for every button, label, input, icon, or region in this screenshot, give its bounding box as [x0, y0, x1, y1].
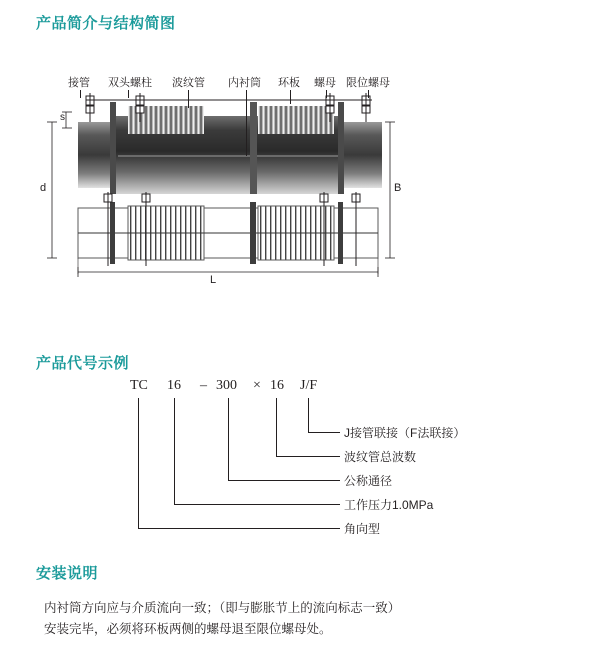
dimension-label-d: d — [40, 182, 47, 194]
code-desc-joint: J接管联接（F法联接） — [344, 426, 466, 440]
dimension-label-L: L — [210, 274, 217, 286]
install-note-line-2: 安装完毕，必须将环板两侧的螺母退至限位螺母处。 — [44, 622, 332, 636]
leader-line-nozzle — [80, 90, 81, 98]
code-token-joint: J/F — [300, 378, 318, 393]
code-token-times: × — [253, 378, 261, 393]
callout-label-nut: 螺母 — [314, 77, 336, 89]
callout-label-liner: 内衬筒 — [228, 77, 261, 89]
code-desc-pressure: 工作压力1.0MPa — [344, 498, 434, 512]
callout-label-nozzle: 接管 — [68, 77, 90, 89]
section-title-intro: 产品简介与结构简图 — [36, 15, 176, 32]
code-rule-type — [138, 528, 340, 529]
code-token-dash: – — [200, 378, 207, 393]
code-stem-type — [138, 398, 139, 528]
installation-notes — [44, 598, 564, 640]
code-rule-waves — [276, 456, 340, 457]
structure-diagram — [0, 60, 600, 290]
code-token-pressure: 16 — [167, 378, 181, 393]
leader-line-double-stud — [128, 90, 129, 98]
product-code-diagram — [0, 378, 600, 548]
code-rule-diameter — [228, 480, 340, 481]
callout-label-limit-nut: 限位螺母 — [346, 77, 390, 89]
dimension-label-s: s — [60, 112, 65, 123]
code-token-waves: 16 — [270, 378, 284, 393]
callout-label-double-stud: 双头螺柱 — [108, 77, 152, 89]
callout-label-bellows: 波纹管 — [172, 77, 205, 89]
code-stem-pressure — [174, 398, 175, 504]
code-stem-diameter — [228, 398, 229, 480]
code-token-type: TC — [130, 378, 148, 393]
code-desc-waves: 波纹管总波数 — [344, 450, 417, 464]
section-title-install: 安装说明 — [36, 565, 99, 582]
leader-line-limit-nut — [368, 90, 369, 98]
code-desc-type: 角向型 — [344, 522, 381, 536]
leader-line-liner — [246, 90, 247, 156]
leader-line-nut — [326, 90, 327, 98]
leader-line-ring-plate — [290, 90, 291, 104]
install-note-line-1: 内衬筒方向应与介质流向一致；（即与膨胀节上的流向标志一致） — [44, 601, 401, 615]
code-stem-waves — [276, 398, 277, 456]
section-title-code: 产品代号示例 — [36, 355, 130, 372]
code-desc-diameter: 公称通径 — [344, 474, 393, 488]
dimension-label-B: B — [394, 182, 402, 194]
leader-line-bellows — [188, 90, 189, 108]
callout-label-ring-plate: 环板 — [278, 77, 300, 89]
code-rule-pressure — [174, 504, 340, 505]
code-stem-joint — [308, 398, 309, 432]
code-token-diameter: 300 — [216, 378, 237, 393]
code-rule-joint — [308, 432, 340, 433]
structure-drawing-svg — [0, 60, 600, 290]
